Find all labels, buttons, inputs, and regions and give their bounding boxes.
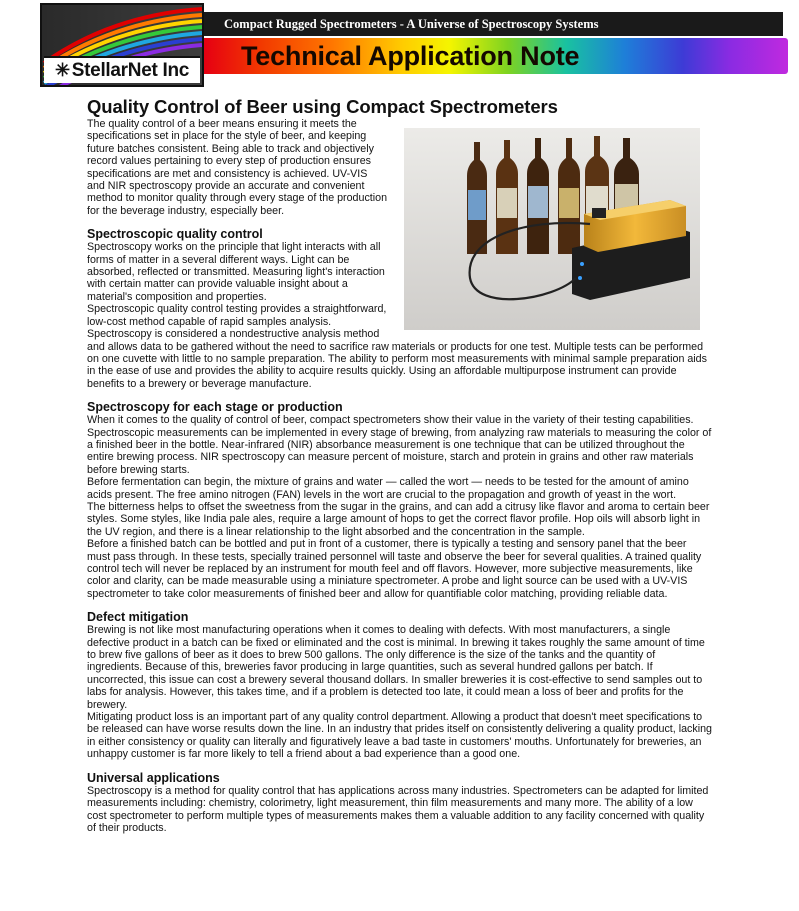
- logo-wordmark: [44, 56, 200, 83]
- paragraph: When it comes to the quality of control of beer, compact spectrometers show their value in the variety of their testing capabilities. Spectroscopic measurements can be implemented in every stage of brewing, from analyzing raw materials to measuring the color of a finished beer in the bottle. Near-infrared (NIR) absorbance measurement is one technique that can be utilized throughout the entire brewing process. NIR spectroscopy can measure percent of moisture, starch and protein in grains and other raw materials before brewing starts.: [87, 414, 712, 476]
- paragraph: Before a finished batch can be bottled and put in front of a customer, there is typically a testing and sensory panel that the beer must pass through. In these tests, specially trained personnel will taste and observe the beer for several qualities. A trained quality control tech will never be replaced by an instrument for mouth feel and off flavors. However, more subjective measurements, like color and clarity, can be made measurable using a miniature spectrometer. A probe and light source can be used with a UV-VIS spectrometer to take color measurements of finished beer and allow for quantifiable color matching, providing reliable data.: [87, 538, 702, 600]
- paragraph: Spectroscopy is a method for quality control that has applications across many industries. Spectrometers can be adapted for limited measurements including: chemistry, colorimetry, light measurement, thin film measurements and many more. The ability of a low cost spectrometer to perform multiple types of measurements makes them a valuable addition to any facility concerned with quality of their products.: [87, 784, 709, 834]
- star-icon: ✳: [54, 60, 70, 80]
- section-heading: Spectroscopy for each stage or production: [87, 400, 343, 415]
- paragraph: The bitterness helps to offset the sweetness from the sugar in the grains, and can add a citrusy like flavor and aroma to certain beer styles. Some styles, like India pale ales, require a large amount of hops to get the correct flavor profile. Hop oils will absorb light in the UV region, and there is a linear relationship to the light absorbed and the concentration in the sample.: [87, 500, 710, 538]
- article: [87, 96, 712, 834]
- paragraph: Spectroscopy works on the principle that light interacts with all forms of matter in a several different ways. Light can be absorbed, reflected or transmitted. Measuring light's interaction with certain matter can provide valuable insight about a material's composition and properties.: [87, 241, 385, 303]
- company-logo[interactable]: [40, 3, 204, 87]
- section-heading: Spectroscopic quality control: [87, 227, 263, 242]
- tagline-bar: Compact Rugged Spectrometers - A Universe of Spectroscopy Systems: [204, 12, 783, 36]
- banner-bar: [204, 38, 788, 74]
- logo-text: StellarNet Inc: [71, 60, 190, 81]
- beer-spectrometer-photo: [404, 128, 700, 330]
- paragraph: Brewing is not like most manufacturing operations when it comes to dealing with defects. With most manufacturers, a single defective product in a batch can be fixed or eliminated and the cost is minimal. In brewing it takes roughly the same amount of time to brew five gallons of beer as it does to brew 500 gallons. The only difference is the size of the tanks and the quantity of ingredients. Because of this, breweries favor producing in large quantities, such as several hundred gallons per batch. If uncorrected, this issue can cost a brewery several thousand dollars. In smaller breweries it is cost-effective to send samples out to labs for analysis. However, this takes time, and if a problem is detected too late, it could mean a loss of beer and profits for the brewery.: [87, 624, 705, 711]
- beer-bottles-image: [404, 128, 700, 330]
- page-title: Quality Control of Beer using Compact Spectrometers: [87, 96, 558, 117]
- section-heading: Universal applications: [87, 770, 220, 785]
- section-heading: Defect mitigation: [87, 610, 189, 625]
- paragraph: Spectroscopic quality control testing provides a straightforward, low-cost method capable of rapid samples analysis. Spectroscopy is considered a nondestructive analysis method and allows data to be gathered without the need to sacrifice raw materials or products for one test. Multiple tests can be performed on one cuvette with little to no sample preparation. The ability to perform most measurements with minimal sample preparation aids in the ease of use and provides the ability to acquire results quickly. Using an affordable multipurpose instrument can provide benefits to a brewery or beverage manufacture.: [87, 303, 707, 390]
- banner-title: Technical Application Note: [241, 41, 580, 71]
- intro-paragraph: The quality control of a beer means ensuring it meets the specifications set in place for the style of beer, and keeping future batches consistent. Being able to track and objectively record values pertaining to every step of production ensures specifications are met and consistency is achieved. UV-VIS and NIR spectroscopy provide an accurate and convenient method to monitor quality through every stage of the production for the beverage industry, especially beer.: [87, 118, 388, 217]
- paragraph: Mitigating product loss is an important part of any quality control department. Allowing a product that doesn't meet specifications to be released can have worse results down the line. In an industry that prides itself on consistently delivering a quality product, lacking in either consistency or quality can literally and figuratively leave a bad taste in customers' mouths. Unfortunately for breweries, an unhappy customer is far more likely to tell a friend about a bad experience than a good one.: [87, 711, 712, 761]
- paragraph: Before fermentation can begin, the mixture of grains and water — called the wort — needs to be tested for the amount of amino acids present. The free amino nitrogen (FAN) levels in the wort are crucial to the propagation and growth of yeast in the wort.: [87, 476, 689, 501]
